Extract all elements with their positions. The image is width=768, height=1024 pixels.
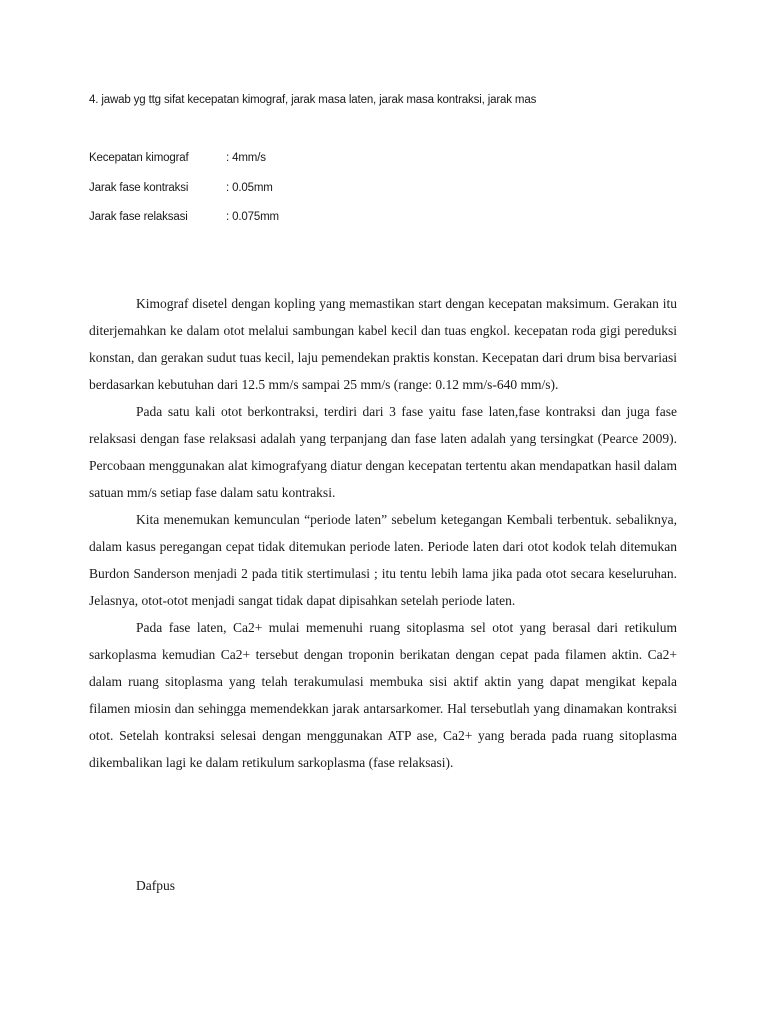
spec-row-speed	[89, 152, 279, 182]
paragraph: Kimograf disetel dengan kopling yang memastikan start dengan kecepatan maksimum. Gerakan itu diterjemahkan ke dalam otot melalui sambungan kabel kecil dan tuas engkol. kecepatan roda gigi pereduksi konstan, dan gerakan sudut tuas kecil, laju pemendekan praktis konstan. Kecepatan dari drum bisa bervariasi berdasarkan kebutuhan dari 12.5 mm/s sampai 25 mm/s (range: 0.12 mm/s-640 mm/s).	[89, 296, 677, 392]
spec-value: : 4mm/s	[226, 152, 266, 164]
spec-value: : 0.075mm	[226, 211, 279, 223]
spec-row-contraction	[89, 182, 279, 212]
spec-label: Jarak fase kontraksi	[89, 181, 189, 194]
paragraph: Pada fase laten, Ca2+ mulai memenuhi ruang sitoplasma sel otot yang berasal dari retikulum sarkoplasma kemudian Ca2+ tersebut dengan troponin berikatan dengan cepat pada filamen aktin. Ca2+ dalam ruang sitoplasma yang telah terakumulasi membuka sisi aktif aktin yang dapat mengikat kepala filamen miosin dan sehingga memendekkan jarak antarsarkomer. Hal tersebutlah yang dinamakan kontraksi otot. Setelah kontraksi selesai dengan menggunakan ATP ase, Ca2+ yang berada pada ruang sitoplasma dikembalikan lagi ke dalam retikulum sarkoplasma (fase relaksasi).	[89, 620, 677, 770]
references-heading: Dafpus	[136, 878, 175, 893]
spec-label: Jarak fase relaksasi	[89, 211, 188, 223]
paragraph: Pada satu kali otot berkontraksi, terdiri dari 3 fase yaitu fase laten,fase kontraksi dan juga fase relaksasi dengan fase relaksasi adalah yang terpanjang dan fase laten adalah yang tersingkat (Pearce 2009). Percobaan menggunakan alat kimografyang diatur dengan kecepatan tertentu akan mendapatkan hasil dalam satuan mm/s setiap fase dalam satu kontraksi.	[89, 404, 677, 500]
body-text	[89, 290, 677, 776]
question-heading: 4. jawab yg ttg sifat kecepatan kimograf, jarak masa laten, jarak masa kontraksi, jarak mas	[89, 94, 537, 106]
spec-row-relaxation	[89, 211, 279, 241]
spec-value: : 0.05mm	[226, 181, 273, 194]
paragraph: Kita menemukan kemunculan “periode laten” sebelum ketegangan Kembali terbentuk. sebaliknya, dalam kasus peregangan cepat tidak ditemukan periode laten. Periode laten dari otot kodok telah ditemukan Burdon Sanderson menjadi 2 pada titik stertimulasi ; itu tentu lebih lama jika pada otot secara keseluruhan. Jelasnya, otot-otot menjadi sangat tidak dapat dipisahkan setelah periode laten.	[89, 512, 677, 608]
kymograph-specs	[89, 152, 279, 241]
spec-label: Kecepatan kimograf	[89, 152, 189, 164]
